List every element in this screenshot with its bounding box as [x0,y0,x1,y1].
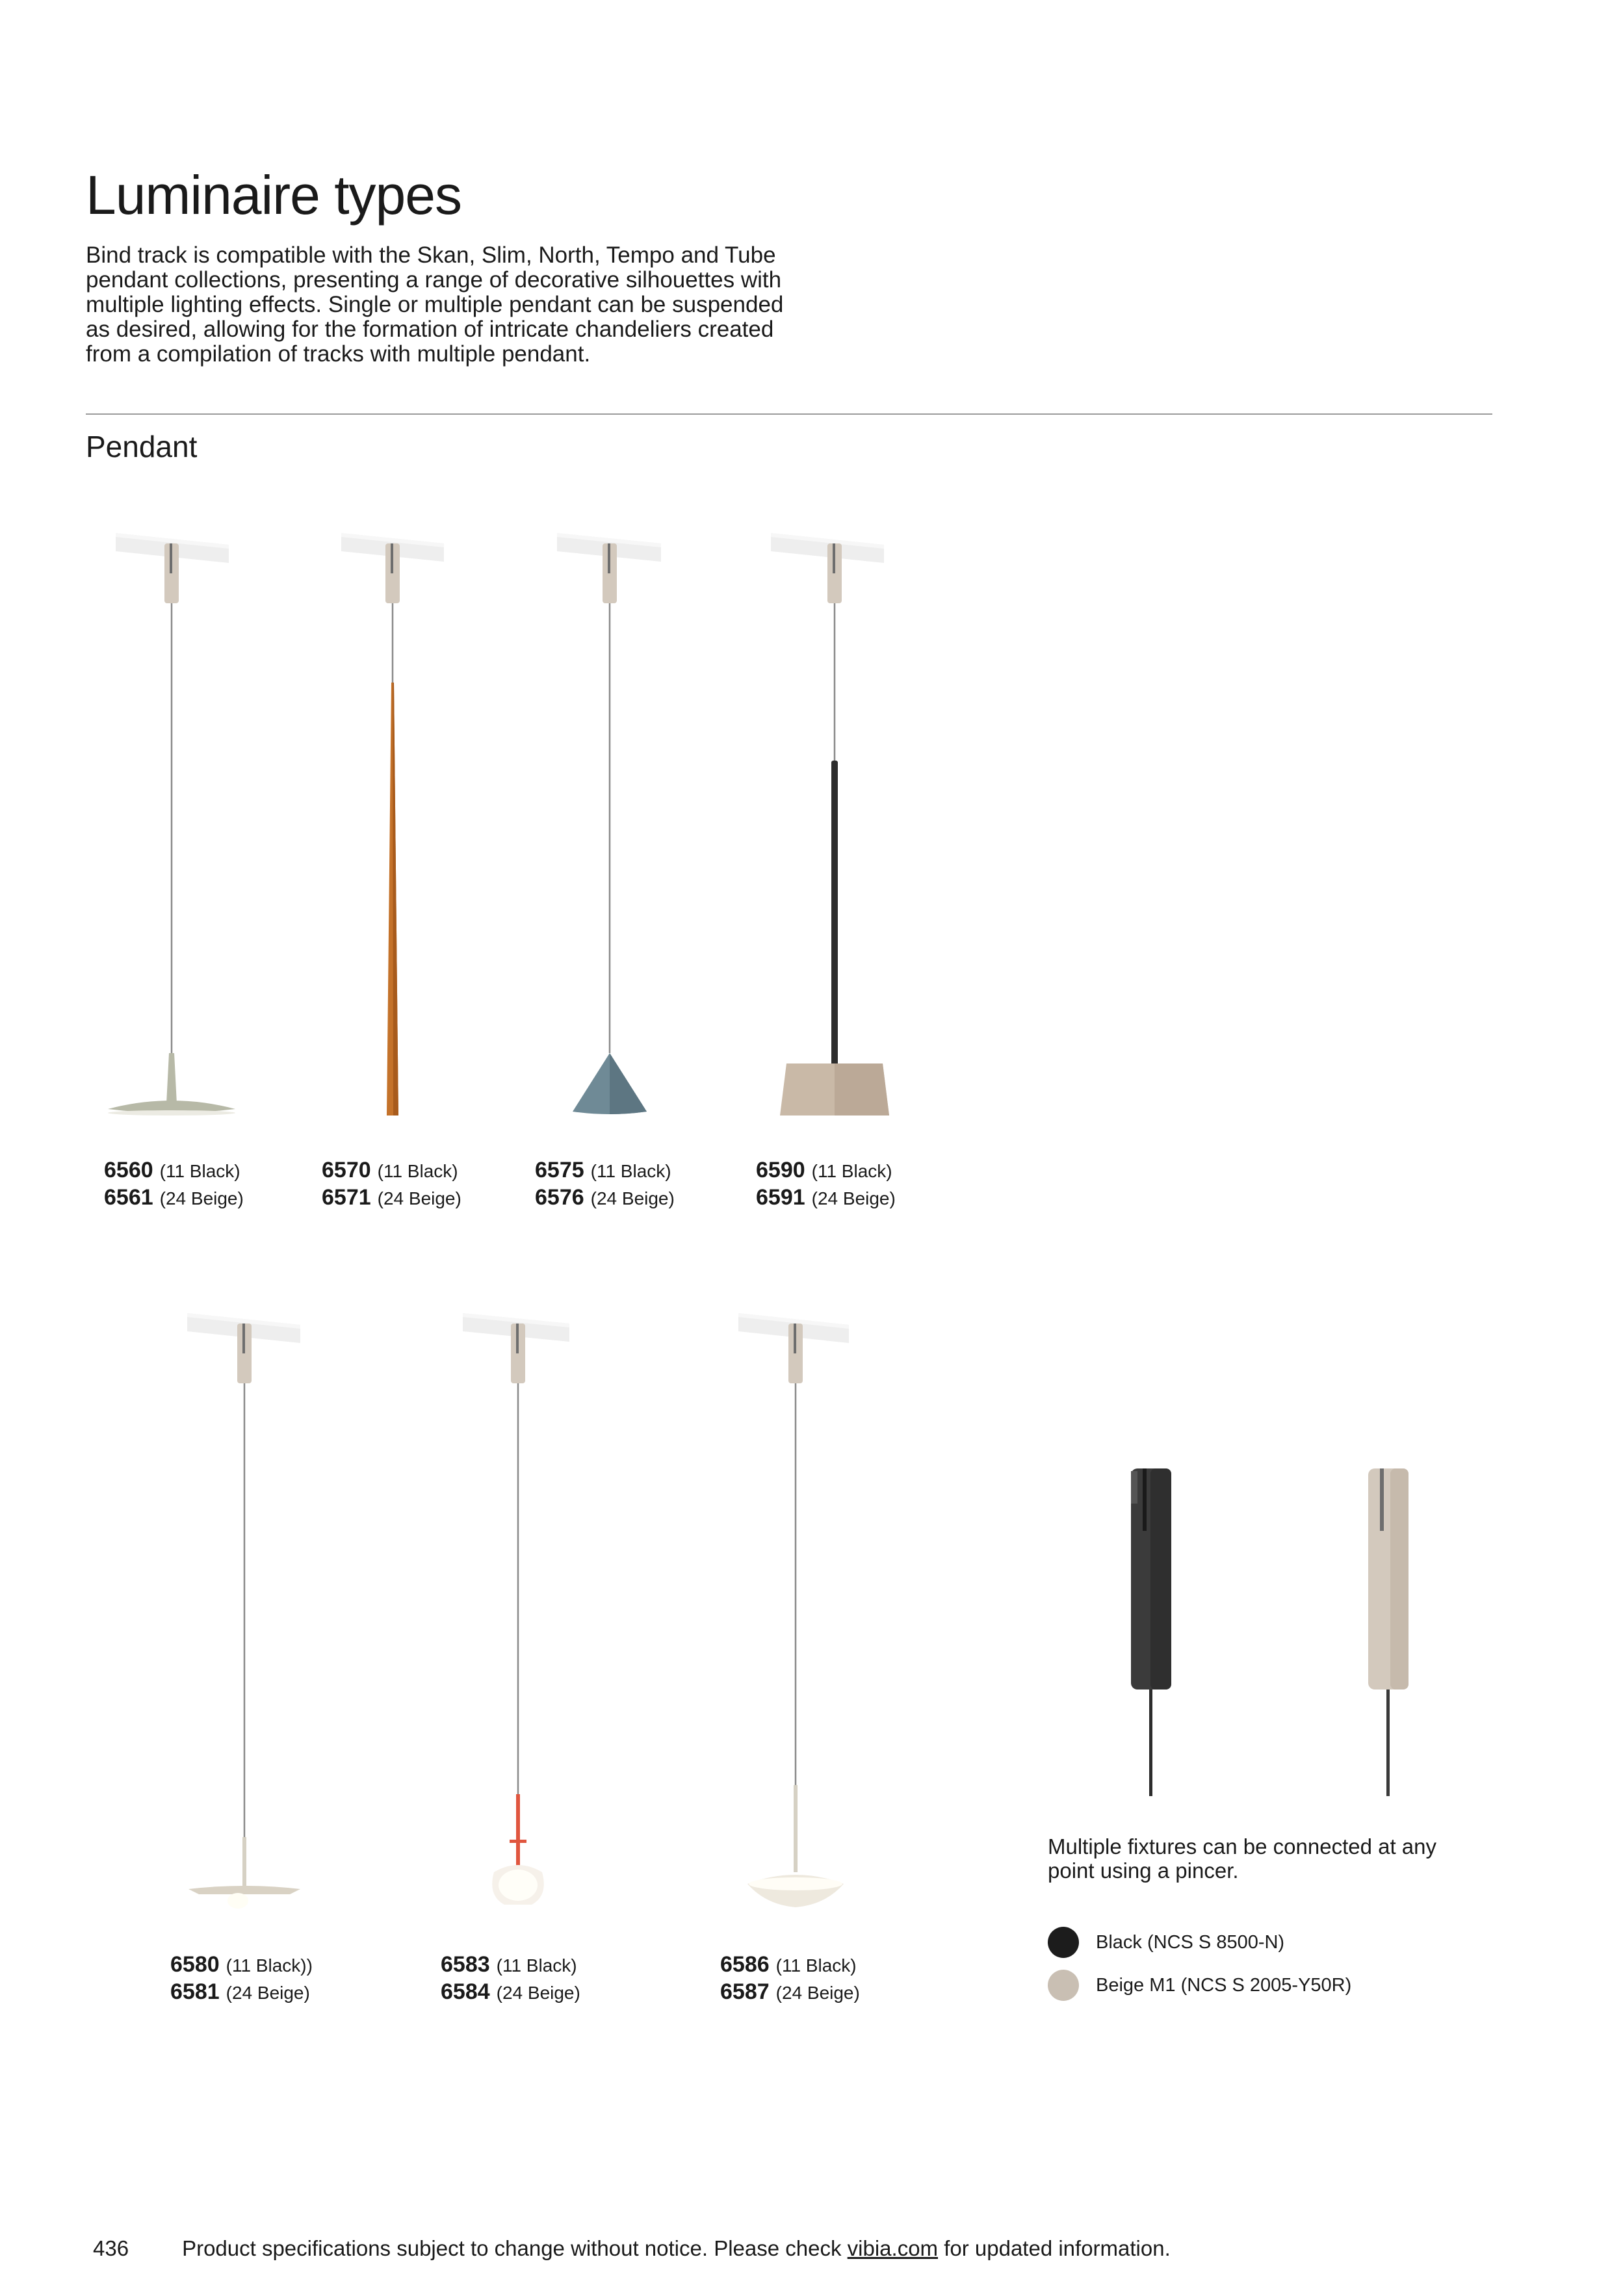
product-code: 6560 [104,1158,153,1182]
tube-globe-pendant-illustration [454,1300,584,1918]
product-caption [322,1157,461,1212]
pincer-note [1048,1834,1490,1883]
intro-line: multiple lighting effects. Single or multiple pendant can be suspended [86,292,784,317]
intro-line: from a compilation of tracks with multiple pendant. [86,341,591,367]
product-caption [170,1951,313,2006]
product-finish: (24 Beige) [590,1188,675,1208]
product-finish: (24 Beige) [811,1188,896,1208]
product-code: 6584 [441,1979,490,2004]
product-caption [441,1951,580,2006]
product-caption [756,1157,896,1212]
tempo-pendant-illustration [760,520,910,1125]
footer-text: Product specifications subject to change without notice. Please check [182,2236,848,2260]
pincer-note-line: Multiple fixtures can be connected at any [1048,1834,1437,1859]
product-caption [720,1951,860,2006]
black-finish-swatch [1048,1927,1079,1958]
page-number: 436 [93,2236,129,2260]
product-finish: (11 Black)) [226,1955,313,1976]
slim-pendant-illustration [335,520,452,1125]
product-finish: (24 Beige) [226,1983,310,2003]
page-title: Luminaire types [86,164,461,226]
product-caption [104,1157,244,1212]
product-finish: (24 Beige) [496,1983,580,2003]
product-code: 6586 [720,1952,770,1977]
tube-disc-pendant-illustration [175,1300,318,1918]
finish-label: Beige M1 (NCS S 2005-Y50R) [1096,1974,1352,1996]
section-divider [86,413,1492,415]
intro-line: pendant collections, presenting a range of decorative silhouettes with [86,267,782,293]
intro-line: Bind track is compatible with the Skan, Slim, North, Tempo and Tube [86,242,776,268]
intro-line: as desired, allowing for the formation of intricate chandeliers created [86,317,774,342]
product-code: 6571 [322,1185,371,1210]
product-code: 6561 [104,1185,153,1210]
beige-pincer-connector-illustration [1362,1459,1414,1804]
finish-swatch-row [1048,1969,1351,2002]
product-finish: (24 Beige) [159,1188,244,1208]
black-pincer-connector-illustration [1124,1459,1176,1804]
footer-text-end: for updated information. [938,2236,1171,2260]
product-finish: (24 Beige) [775,1983,860,2003]
product-code: 6581 [170,1979,220,2004]
product-code: 6587 [720,1979,770,2004]
product-code: 6576 [535,1185,584,1210]
vibia-link[interactable]: vibia.com [847,2236,939,2260]
intro-paragraph [86,243,905,367]
section-title: Pendant [86,430,198,463]
page-footer [93,2236,1171,2261]
product-code: 6590 [756,1158,805,1182]
product-finish: (24 Beige) [377,1188,461,1208]
north-pendant-illustration [549,520,666,1125]
tube-cone-pendant-illustration [728,1300,871,1918]
pincer-note-line: point using a pincer. [1048,1859,1239,1883]
product-finish: (11 Black) [590,1161,671,1181]
product-code: 6570 [322,1158,371,1182]
product-code: 6580 [170,1952,220,1977]
beige-finish-swatch [1048,1970,1079,2001]
product-finish: (11 Black) [159,1161,240,1181]
product-finish: (11 Black) [811,1161,892,1181]
skan-pendant-illustration [104,520,247,1125]
product-code: 6575 [535,1158,584,1182]
product-finish: (11 Black) [496,1955,577,1976]
product-finish: (11 Black) [377,1161,458,1181]
finish-swatch-row [1048,1926,1284,1959]
product-code: 6591 [756,1185,805,1210]
product-caption [535,1157,675,1212]
product-finish: (11 Black) [775,1955,857,1976]
product-code: 6583 [441,1952,490,1977]
finish-label: Black (NCS S 8500-N) [1096,1931,1285,1953]
